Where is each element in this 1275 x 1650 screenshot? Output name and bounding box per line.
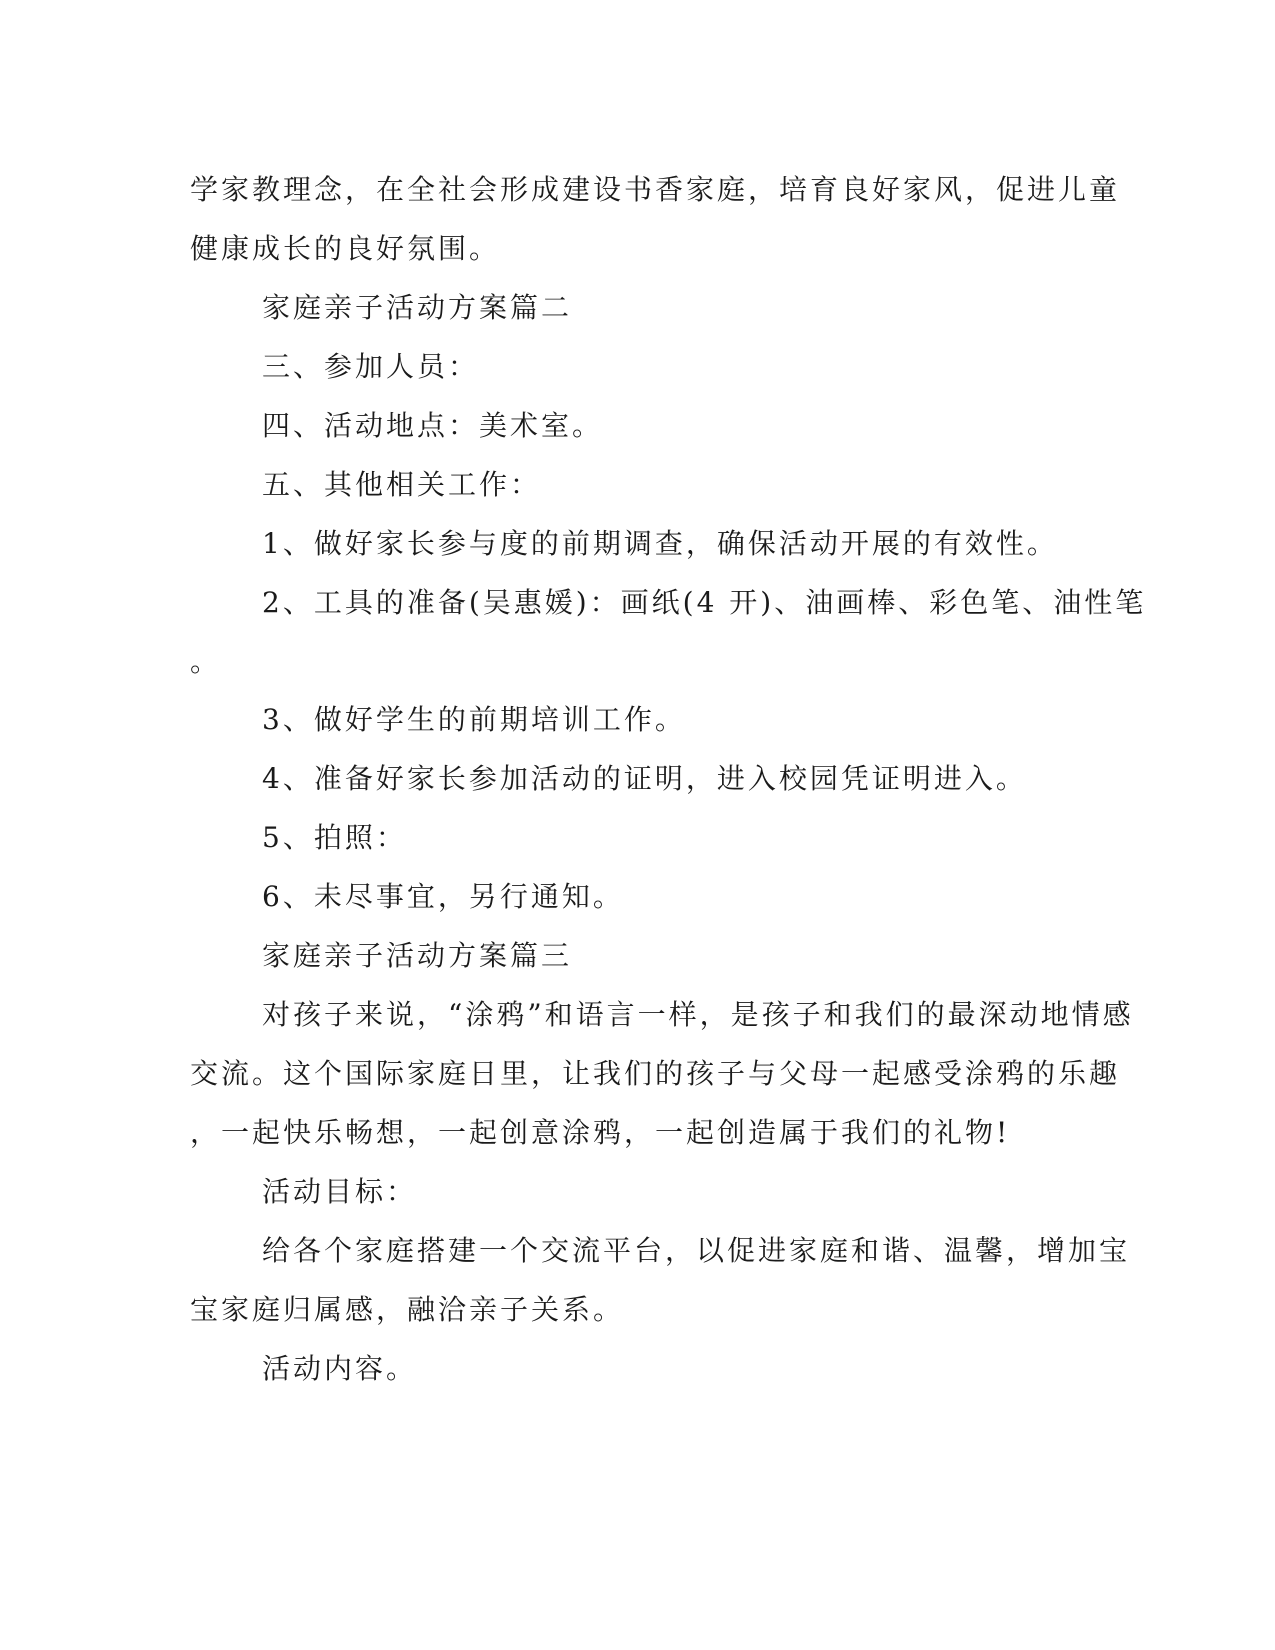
list-item-5: 5、拍照： xyxy=(262,821,407,854)
text-line-location: 四、活动地点：美术室。 xyxy=(262,409,604,442)
section-heading-2: 家庭亲子活动方案篇二 xyxy=(262,291,573,324)
text-line-intro-1: 对孩子来说，“涂鸦”和语言一样，是孩子和我们的最深动地情感 xyxy=(262,998,1134,1031)
text-line-goal-2: 宝家庭归属感，融洽亲子关系。 xyxy=(190,1293,625,1326)
text-line-participants: 三、参加人员： xyxy=(262,350,480,383)
text-line-content-heading: 活动内容。 xyxy=(262,1352,418,1385)
list-item-3: 3、做好学生的前期培训工作。 xyxy=(262,703,686,736)
text-line-other-work: 五、其他相关工作： xyxy=(262,468,542,501)
text-line-goal-heading: 活动目标： xyxy=(262,1175,418,1208)
list-item-2: 2、工具的准备(吴惠媛)：画纸(4 开)、油画棒、彩色笔、油性笔 xyxy=(262,586,1147,619)
list-item-4: 4、准备好家长参加活动的证明，进入校园凭证明进入。 xyxy=(262,762,1027,795)
text-line-2: 健康成长的良好氛围。 xyxy=(190,232,501,265)
text-line-goal-1: 给各个家庭搭建一个交流平台，以促进家庭和谐、温馨，增加宝 xyxy=(262,1234,1131,1267)
text-line-intro-3: ，一起快乐畅想，一起创意涂鸦，一起创造属于我们的礼物! xyxy=(190,1116,1011,1149)
list-item-1: 1、做好家长参与度的前期调查，确保活动开展的有效性。 xyxy=(262,527,1058,560)
section-heading-3: 家庭亲子活动方案篇三 xyxy=(262,939,573,972)
text-line-1: 学家教理念，在全社会形成建设书香家庭，培育良好家风，促进儿童 xyxy=(190,173,1121,206)
text-line-intro-2: 交流。这个国际家庭日里，让我们的孩子与父母一起感受涂鸦的乐趣 xyxy=(190,1057,1121,1090)
list-item-2-continuation: 。 xyxy=(190,645,222,678)
list-item-6: 6、未尽事宜，另行通知。 xyxy=(262,880,624,913)
